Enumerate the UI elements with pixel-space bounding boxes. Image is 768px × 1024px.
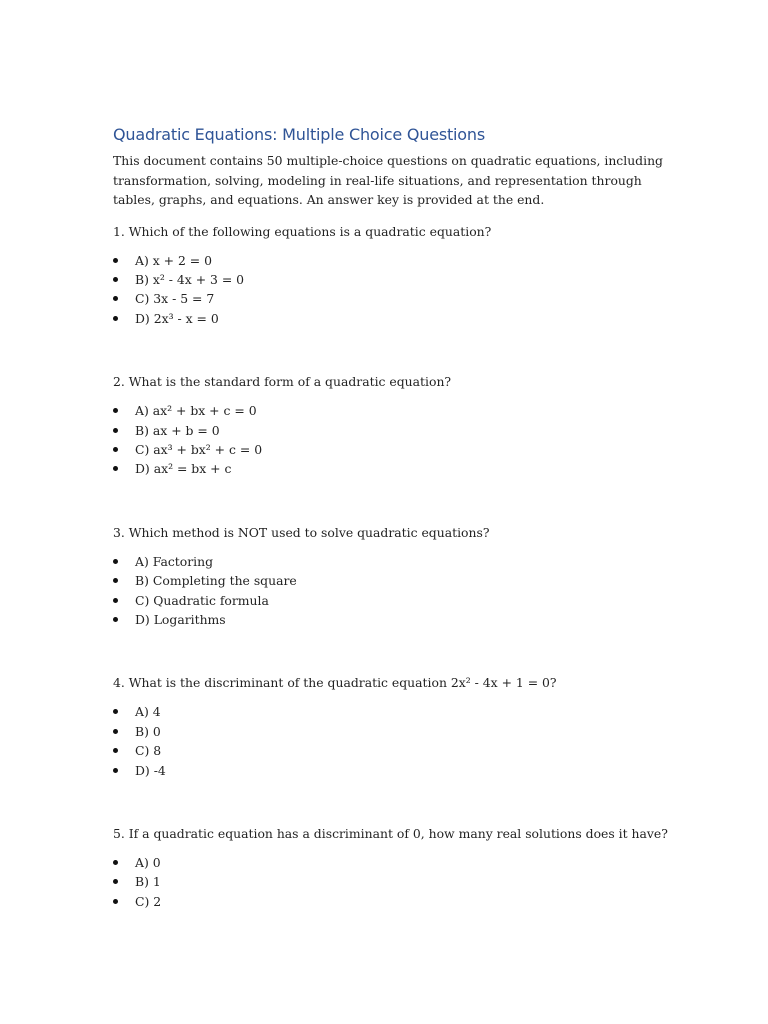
option-label: C) 2 bbox=[135, 893, 162, 909]
option-label: A) 4 bbox=[135, 704, 161, 720]
bullet-icon bbox=[113, 258, 118, 263]
bullet-icon bbox=[113, 729, 118, 734]
question-text: 4. What is the discriminant of the quadratic equation 2x² - 4x + 1 = 0? bbox=[113, 675, 557, 691]
option-item bbox=[113, 421, 673, 440]
bullet-icon bbox=[113, 768, 118, 773]
option-label: D) 2x³ - x = 0 bbox=[135, 310, 219, 326]
option-item bbox=[113, 459, 673, 478]
question-2 bbox=[113, 372, 673, 479]
question-5 bbox=[113, 824, 673, 911]
option-item bbox=[113, 401, 673, 420]
question-text: 3. Which method is NOT used to solve quadratic equations? bbox=[113, 524, 490, 540]
option-item bbox=[113, 571, 673, 590]
bullet-icon bbox=[113, 428, 118, 433]
question-text: 1. Which of the following equations is a quadratic equation? bbox=[113, 223, 492, 239]
bullet-icon bbox=[113, 709, 118, 714]
bullet-icon bbox=[113, 559, 118, 564]
option-label: D) ax² = bx + c bbox=[135, 461, 232, 477]
option-item bbox=[113, 610, 673, 629]
option-label: B) x² - 4x + 3 = 0 bbox=[135, 271, 245, 287]
option-label: C) Quadratic formula bbox=[135, 592, 269, 608]
option-label: A) 0 bbox=[135, 855, 161, 870]
document-title: Quadratic Equations: Multiple Choice Questions bbox=[113, 125, 485, 144]
option-label: B) ax + b = 0 bbox=[135, 422, 220, 438]
bullet-icon bbox=[113, 408, 118, 413]
option-label: C) ax³ + bx² + c = 0 bbox=[135, 441, 263, 457]
option-label: B) Completing the square bbox=[135, 573, 297, 589]
option-label: C) 3x - 5 = 7 bbox=[135, 291, 215, 307]
option-item bbox=[113, 872, 673, 891]
option-item bbox=[113, 270, 673, 289]
option-item bbox=[113, 761, 673, 780]
bullet-icon bbox=[113, 296, 118, 301]
option-item bbox=[113, 722, 673, 741]
bullet-icon bbox=[113, 879, 118, 884]
bullet-icon bbox=[113, 899, 118, 904]
bullet-icon bbox=[113, 748, 118, 753]
bullet-icon bbox=[113, 598, 118, 603]
option-label: D) Logarithms bbox=[135, 611, 226, 627]
option-label: B) 0 bbox=[135, 723, 161, 739]
document-page bbox=[113, 124, 673, 955]
option-label: D) -4 bbox=[135, 762, 166, 778]
option-item bbox=[113, 892, 673, 911]
question-4 bbox=[113, 673, 673, 780]
option-list bbox=[113, 853, 673, 911]
option-item bbox=[113, 591, 673, 610]
option-item bbox=[113, 741, 673, 760]
question-text: 5. If a quadratic equation has a discriminant of 0, how many real solutions does it have? bbox=[113, 826, 668, 841]
option-list bbox=[113, 401, 673, 479]
question-text: 2. What is the standard form of a quadratic equation? bbox=[113, 374, 452, 390]
question-3 bbox=[113, 523, 673, 630]
option-label: C) 8 bbox=[135, 743, 162, 759]
question-1 bbox=[113, 222, 673, 329]
option-item bbox=[113, 309, 673, 328]
option-item bbox=[113, 552, 673, 571]
option-item bbox=[113, 289, 673, 308]
option-item bbox=[113, 702, 673, 721]
option-label: A) Factoring bbox=[135, 553, 214, 569]
bullet-icon bbox=[113, 617, 118, 622]
option-label: A) x + 2 = 0 bbox=[135, 252, 212, 268]
document-intro: This document contains 50 multiple-choice questions on quadratic equations, including transformation, solving, modeling in real-life situations, and representation through tables, graphs, and equations. An answer key is provided at the end. bbox=[113, 153, 663, 207]
bullet-icon bbox=[113, 277, 118, 282]
bullet-icon bbox=[113, 316, 118, 321]
bullet-icon bbox=[113, 860, 118, 865]
bullet-icon bbox=[113, 466, 118, 471]
option-list bbox=[113, 552, 673, 630]
option-list bbox=[113, 251, 673, 329]
option-label: B) 1 bbox=[135, 874, 161, 890]
option-item bbox=[113, 853, 673, 872]
option-list bbox=[113, 702, 673, 780]
option-item bbox=[113, 251, 673, 270]
option-item bbox=[113, 440, 673, 459]
bullet-icon bbox=[113, 447, 118, 452]
option-label: A) ax² + bx + c = 0 bbox=[135, 403, 257, 419]
bullet-icon bbox=[113, 578, 118, 583]
